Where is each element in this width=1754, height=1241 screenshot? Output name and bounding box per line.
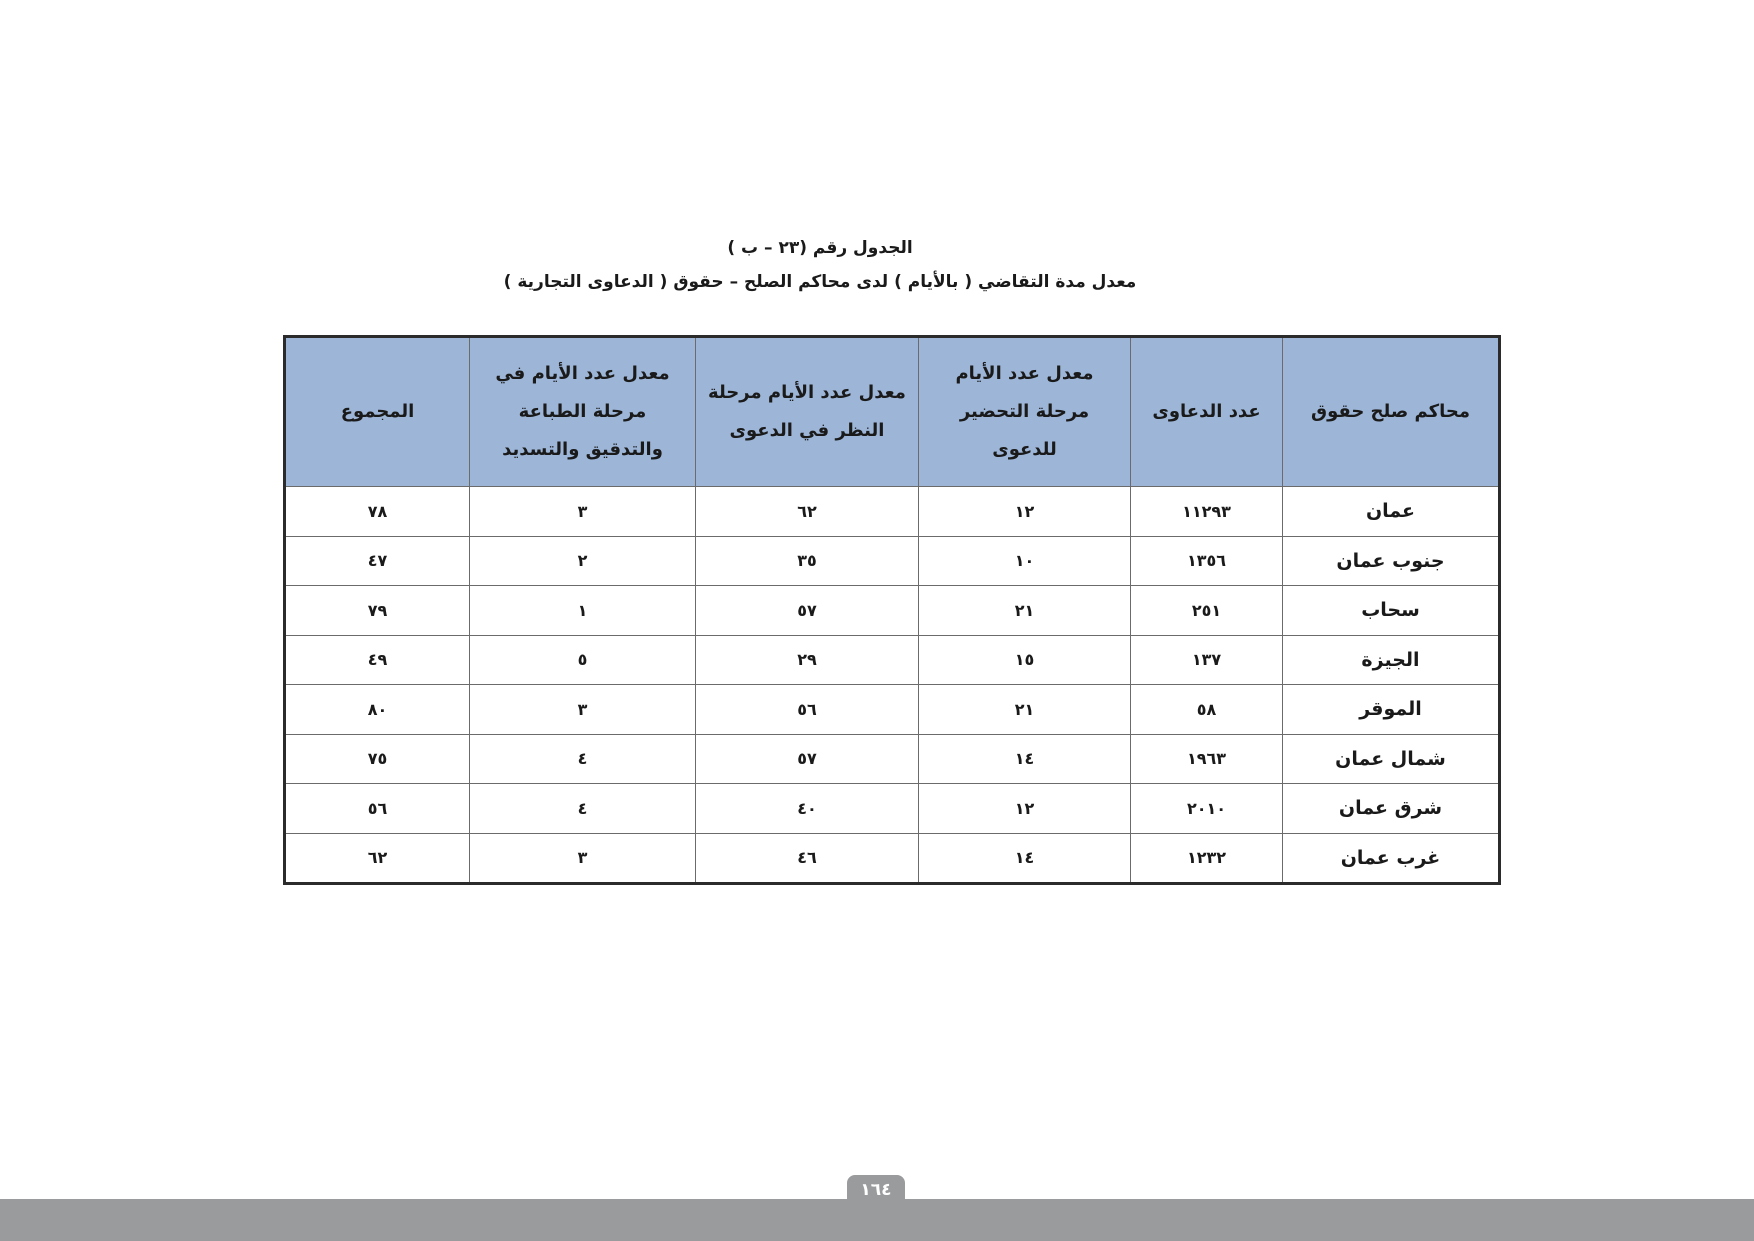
cell-preparation-days: ١٥: [919, 635, 1131, 685]
table-row: [285, 586, 1500, 636]
cell-preparation-days: ١٢: [919, 487, 1131, 537]
cell-preparation-days: ١٠: [919, 536, 1131, 586]
litigation-duration-table: [283, 335, 1501, 885]
header-preparation-days: معدل عدد الأيام مرحلة التحضير للدعوى: [919, 337, 1131, 487]
table-caption-number: الجدول رقم (٢٣ – ب ): [727, 238, 913, 258]
cell-printing-days: ٣: [470, 487, 696, 537]
cell-court: شرق عمان: [1283, 784, 1500, 834]
cell-review-days: ٢٩: [696, 635, 919, 685]
cell-total: ٤٧: [285, 536, 470, 586]
page-number: ١٦٤: [847, 1175, 905, 1205]
cell-case-count: ١٢٣٢: [1131, 833, 1283, 884]
cell-court: الموقر: [1283, 685, 1500, 735]
cell-preparation-days: ١٤: [919, 833, 1131, 884]
cell-preparation-days: ٢١: [919, 685, 1131, 735]
cell-case-count: ١١٢٩٣: [1131, 487, 1283, 537]
header-printing-days: معدل عدد الأيام في مرحلة الطباعة والتدقيق والتسديد: [470, 337, 696, 487]
cell-review-days: ٤٠: [696, 784, 919, 834]
cell-preparation-days: ١٢: [919, 784, 1131, 834]
cell-printing-days: ٢: [470, 536, 696, 586]
table-row: [285, 784, 1500, 834]
cell-court: الجيزة: [1283, 635, 1500, 685]
cell-case-count: ٥٨: [1131, 685, 1283, 735]
cell-printing-days: ٣: [470, 685, 696, 735]
cell-review-days: ٦٢: [696, 487, 919, 537]
header-court: محاكم صلح حقوق: [1283, 337, 1500, 487]
table-row: [285, 685, 1500, 735]
cell-court: غرب عمان: [1283, 833, 1500, 884]
cell-total: ٤٩: [285, 635, 470, 685]
cell-preparation-days: ١٤: [919, 734, 1131, 784]
cell-case-count: ٢٠١٠: [1131, 784, 1283, 834]
table-row: [285, 487, 1500, 537]
cell-case-count: ١٩٦٣: [1131, 734, 1283, 784]
cell-review-days: ٣٥: [696, 536, 919, 586]
header-total: المجموع: [285, 337, 470, 487]
cell-total: ٧٥: [285, 734, 470, 784]
cell-total: ٦٢: [285, 833, 470, 884]
table-row: [285, 833, 1500, 884]
cell-printing-days: ٥: [470, 635, 696, 685]
cell-review-days: ٥٧: [696, 734, 919, 784]
cell-printing-days: ٤: [470, 784, 696, 834]
cell-total: ٧٨: [285, 487, 470, 537]
table-header-row: [285, 337, 1500, 487]
cell-preparation-days: ٢١: [919, 586, 1131, 636]
cell-printing-days: ٤: [470, 734, 696, 784]
cell-review-days: ٥٧: [696, 586, 919, 636]
table-caption-title: معدل مدة التقاضي ( بالأيام ) لدى محاكم الصلح – حقوق ( الدعاوى التجارية ): [503, 272, 1137, 292]
cell-total: ٧٩: [285, 586, 470, 636]
table-row: [285, 635, 1500, 685]
cell-printing-days: ٣: [470, 833, 696, 884]
cell-case-count: ١٣٥٦: [1131, 536, 1283, 586]
cell-review-days: ٥٦: [696, 685, 919, 735]
cell-court: عمان: [1283, 487, 1500, 537]
header-review-days: معدل عدد الأيام مرحلة النظر في الدعوى: [696, 337, 919, 487]
cell-case-count: ٢٥١: [1131, 586, 1283, 636]
footer-bar: [0, 1199, 1754, 1241]
cell-review-days: ٤٦: [696, 833, 919, 884]
table-row: [285, 734, 1500, 784]
cell-printing-days: ١: [470, 586, 696, 636]
cell-case-count: ١٣٧: [1131, 635, 1283, 685]
cell-court: جنوب عمان: [1283, 536, 1500, 586]
table-row: [285, 536, 1500, 586]
header-case-count: عدد الدعاوى: [1131, 337, 1283, 487]
cell-court: سحاب: [1283, 586, 1500, 636]
cell-court: شمال عمان: [1283, 734, 1500, 784]
cell-total: ٨٠: [285, 685, 470, 735]
cell-total: ٥٦: [285, 784, 470, 834]
